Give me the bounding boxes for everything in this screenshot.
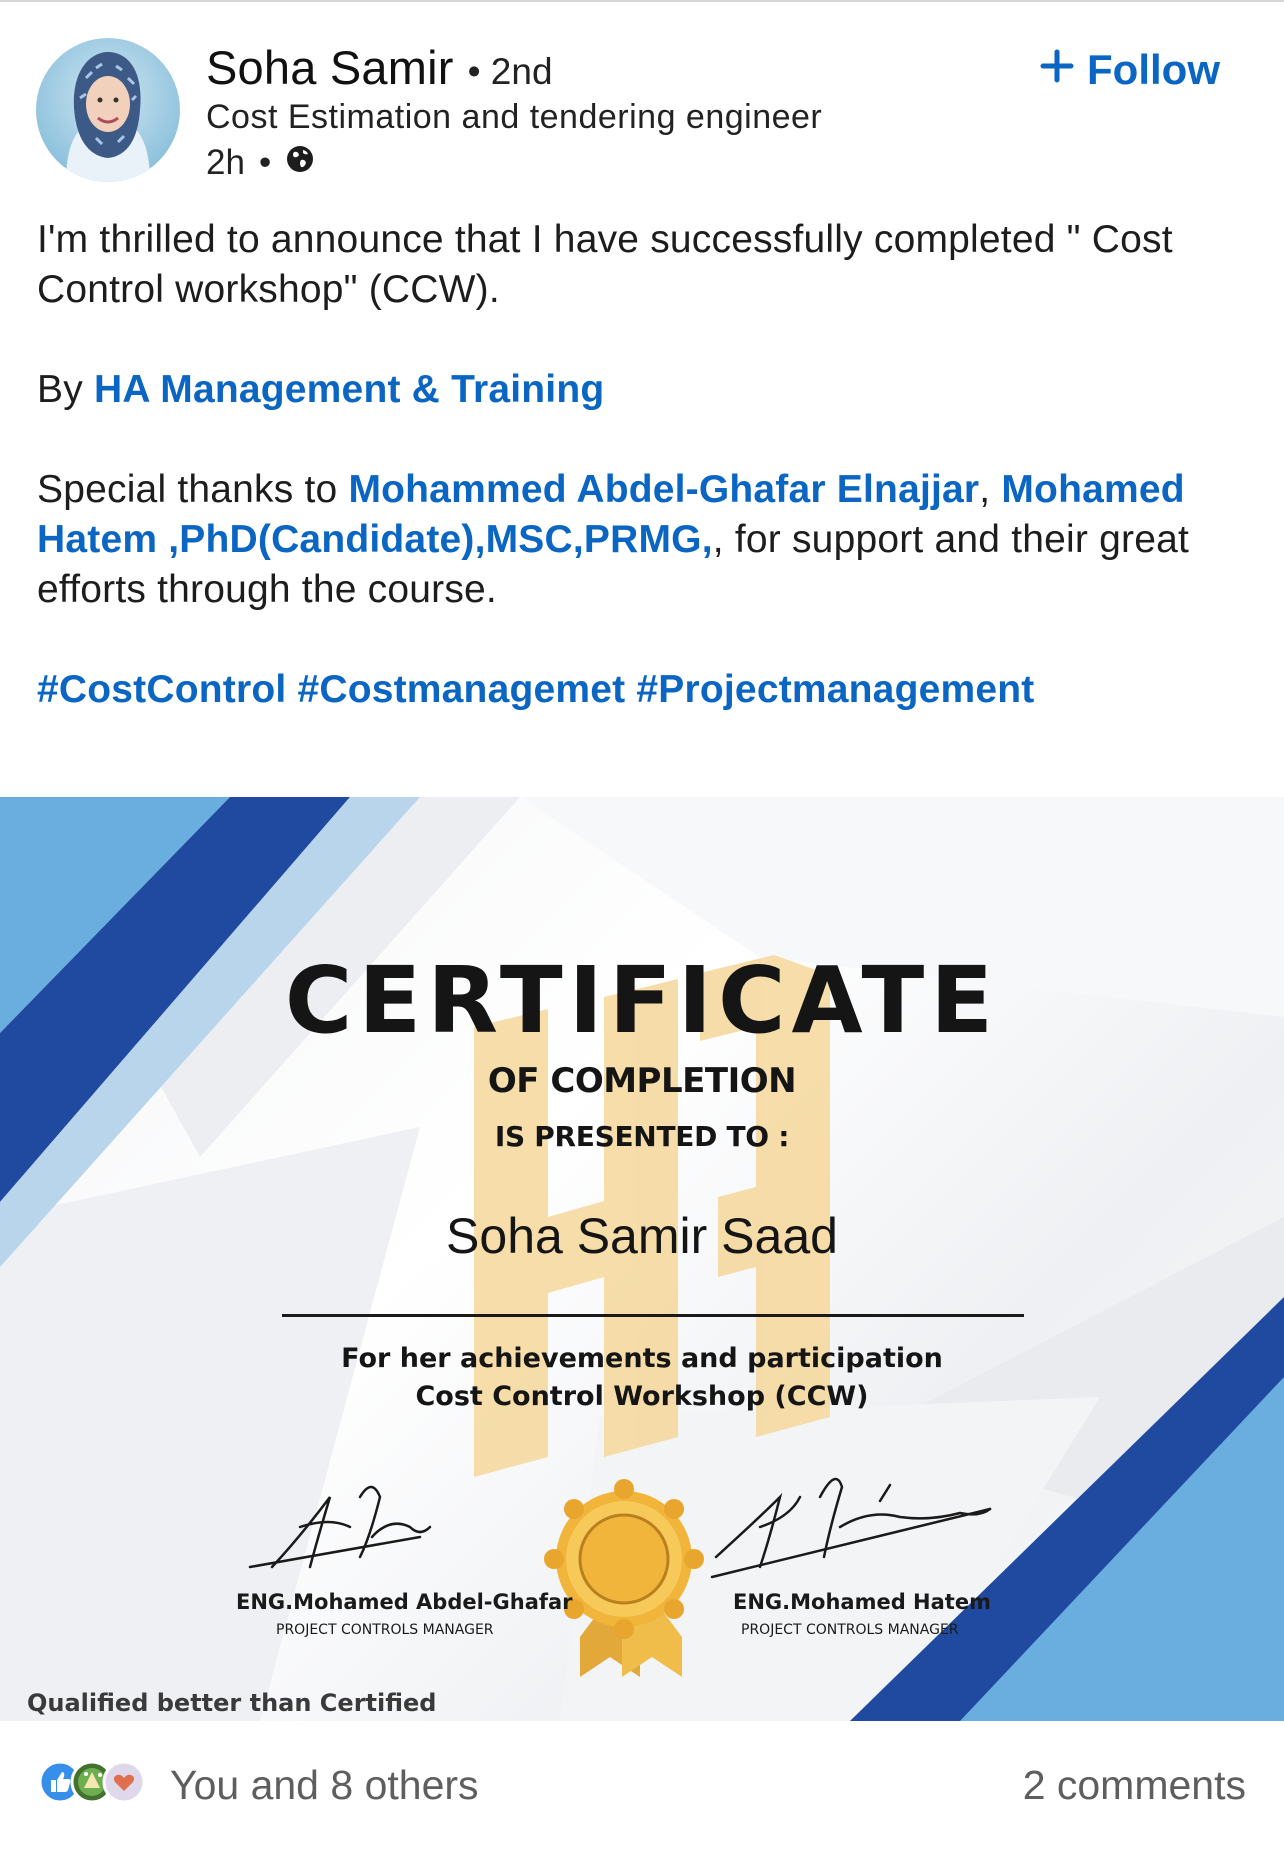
- reaction-icons[interactable]: [38, 1760, 146, 1804]
- signer1-name: ENG.Mohamed Abdel-Ghafar: [236, 1590, 573, 1614]
- top-divider: [0, 0, 1284, 2]
- love-icon: [102, 1760, 146, 1804]
- globe-icon: [285, 143, 315, 183]
- certificate-title: CERTIFICATE: [284, 947, 1000, 1054]
- certificate-slogan: Qualified better than Certified: [27, 1689, 437, 1717]
- meta-separator: •: [258, 143, 272, 182]
- signer2-name: ENG.Mohamed Hatem: [733, 1590, 991, 1614]
- comments-count[interactable]: 2 comments: [1022, 1762, 1246, 1808]
- author-headline: Cost Estimation and tendering engineer: [206, 98, 823, 136]
- connection-degree: • 2nd: [467, 51, 553, 92]
- follow-button[interactable]: [1039, 46, 1220, 94]
- author-avatar[interactable]: [36, 38, 180, 182]
- certificate-image[interactable]: [0, 797, 1284, 1721]
- reason-line-1: For her achievements and participation: [341, 1343, 943, 1374]
- recipient-underline: [282, 1314, 1024, 1317]
- post-announcement: I'm thrilled to announce that I have successfully completed " Cost Control workshop" (CCW).: [37, 218, 1173, 311]
- company-link[interactable]: HA Management & Training: [93, 368, 605, 411]
- hashtag-costmanagemet[interactable]: #Costmanagemet: [297, 668, 626, 711]
- thanks-prefix: Special thanks to: [37, 468, 349, 511]
- mention-mohamed-hatem[interactable]: Mohamed Hatem ,PhD(Candidate),MSC,PRMG,: [37, 468, 1185, 561]
- thanks-suffix: , for support and their great efforts through the course.: [37, 518, 1190, 611]
- post-time: 2h: [206, 143, 245, 182]
- reason-line-2: Cost Control Workshop (CCW): [415, 1381, 869, 1412]
- signer1-role: PROJECT CONTROLS MANAGER: [276, 1622, 494, 1638]
- post-thanks: [37, 465, 1247, 615]
- plus-icon: [1039, 46, 1075, 94]
- hashtag-costcontrol[interactable]: #CostControl: [37, 668, 287, 711]
- certificate-reason: [0, 1340, 1284, 1416]
- post-body: [37, 215, 1247, 715]
- mention-mohammed-abdel-ghafar[interactable]: Mohammed Abdel-Ghafar Elnajjar: [348, 468, 980, 511]
- author-name[interactable]: Soha Samir: [206, 41, 454, 94]
- post-by-line: [37, 365, 1247, 415]
- post-meta: [206, 143, 315, 183]
- hashtags: [37, 665, 1247, 715]
- follow-label: Follow: [1087, 46, 1220, 93]
- hashtag-projectmanagement[interactable]: #Projectmanagement: [636, 668, 1035, 711]
- by-prefix: By: [37, 368, 94, 411]
- certificate-subtitle: OF COMPLETION: [487, 1061, 797, 1101]
- certificate-presented: IS PRESENTED TO :: [494, 1120, 790, 1153]
- reactions-count[interactable]: You and 8 others: [170, 1762, 479, 1808]
- certificate-recipient: Soha Samir Saad: [446, 1208, 838, 1264]
- signer2-role: PROJECT CONTROLS MANAGER: [741, 1622, 959, 1638]
- mention-separator: ,: [979, 468, 1002, 511]
